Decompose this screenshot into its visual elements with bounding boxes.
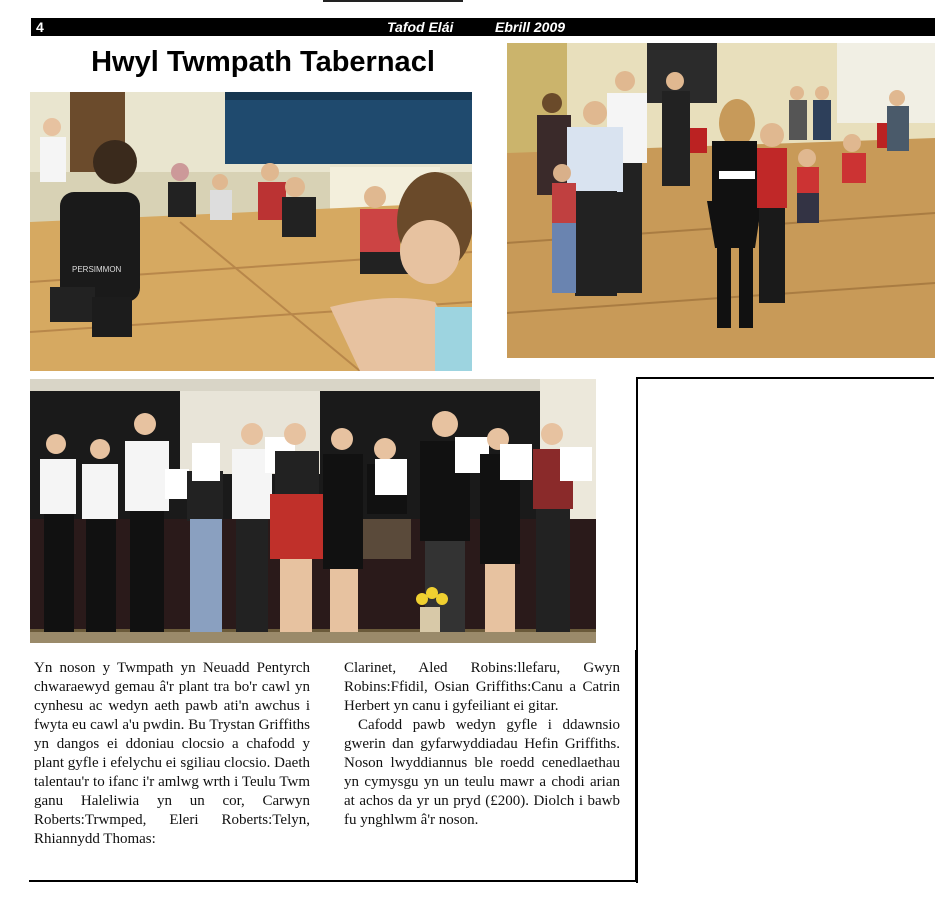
page-header-bar <box>31 18 935 36</box>
publication-name: Tafod Elái <box>387 19 454 35</box>
article-paragraph: Clarinet, Aled Robins:llefaru, Gwyn Robins:Ffidil, Osian Griffiths:Canu a Catrin Herbert yn canu i gyfeiliant ei gitar. <box>344 660 620 714</box>
issue-date: Ebrill 2009 <box>495 19 566 35</box>
page-number: 4 <box>36 19 44 35</box>
persimmon-shirt-text: PERSIMMON <box>72 265 122 274</box>
empty-box-frame <box>636 377 934 883</box>
article-paragraph: Cafodd pawb wedyn gyfle i ddawnsio gwerin dan gyfarwyddiadau Hefin Griffiths. Noson lwyddiannus ble roedd cenedlaethau yn cymysgu yn un teulu mawr a chodi arian at achos da yr un pryd (£200). Diolch i bawb fu ynghlwm â'r noson. <box>344 717 620 828</box>
article-column-1 <box>34 659 310 849</box>
article-title: Hwyl Twmpath Tabernacl <box>91 46 435 78</box>
photo-folk-dancing <box>507 43 935 358</box>
top-rule <box>323 0 463 2</box>
article-paragraph: Yn noson y Twmpath yn Neuadd Pentyrch chwaraewyd gemau â'r plant tra bo'r cawl yn cynhesu ac wedyn aeth pawb ati'n awchus i fwyta eu cawl a'u pwdin. Bu Trystan Griffiths yn dangos ei ddoniau clocsio a chafodd y plant gyfle i efelychu ei sgiliau clocsio. Daeth talentau'r to ifanc i'r amlwg wrth i Teulu Twm ganu Haleliwia yn un cor, Carwyn Roberts:Trwmped, Eleri Roberts:Telyn, Rhiannydd Thomas: <box>34 660 310 847</box>
article-column-2 <box>344 659 620 830</box>
photo-children-game <box>30 92 472 371</box>
photo-stage-choir <box>30 379 596 643</box>
